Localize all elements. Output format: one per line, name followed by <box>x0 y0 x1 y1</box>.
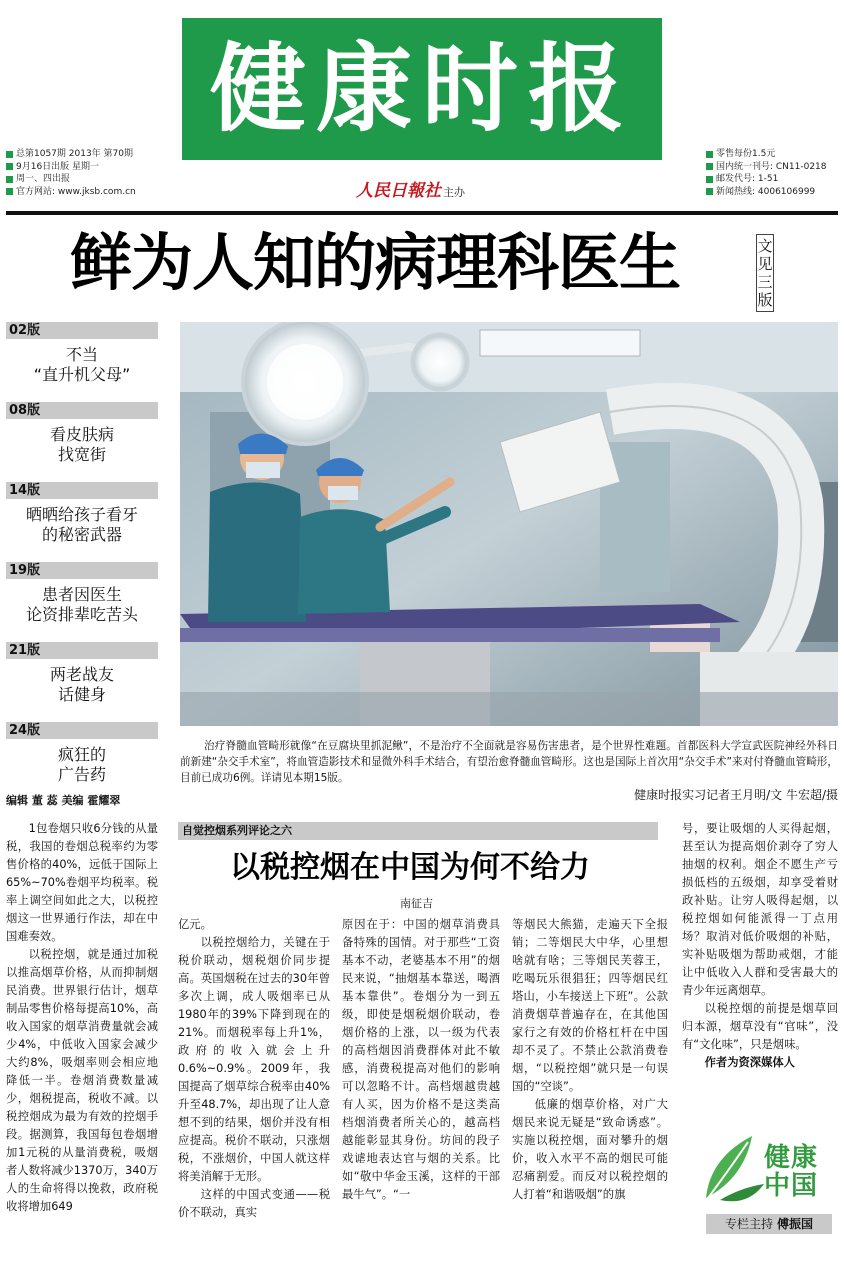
index-item[interactable] <box>6 322 158 402</box>
masthead-divider <box>6 211 838 215</box>
article-paragraph: 以税控烟给力，关键在于税价联动，烟税烟价同步提高。英国烟税在过去的30年曾多次上调，成人吸烟率已从1980年的39%下降到现在的21%。而烟税率每上升1%，政府的收入就会上升0.6%~0.9%。2009年，我国提高了烟草综合税率由40%升至48.7%，却出现了让人意想不到的结果，烟价并没有相应提高。税价不联动，只涨烟税，不涨烟价，中国人就这样将美消解于无形。 <box>178 936 330 1183</box>
healthy-china-logo <box>700 1118 840 1208</box>
article-paragraph: 低廉的烟草价格，对广大烟民来说无疑是“致命诱惑”。实施以税控烟，面对攀升的烟价，收入水平不高的烟民可能忍痛割爱。而反对以税控烟的人打着“和谐吸烟”的旗 <box>512 1098 668 1201</box>
index-page-number: 08版 <box>6 402 158 419</box>
main-headline: 鲜为人知的病理科医生 <box>70 226 681 299</box>
series-label: 自觉控烟系列评论之六 <box>178 822 658 840</box>
column-host <box>706 1214 832 1234</box>
article-paragraph: 亿元。 <box>178 918 212 931</box>
index-item[interactable] <box>6 482 158 562</box>
postal-code: 邮发代号: 1-51 <box>716 174 779 184</box>
index-item[interactable] <box>6 402 158 482</box>
column-host-label: 专栏主持 <box>724 1217 773 1231</box>
index-page-number: 21版 <box>6 642 158 659</box>
article-column <box>512 916 668 1250</box>
index-title-line: 两老战友 <box>49 665 114 684</box>
article-column <box>178 916 330 1250</box>
operating-room-photo <box>180 322 838 726</box>
index-page-number: 02版 <box>6 322 158 339</box>
publisher <box>356 176 465 201</box>
publisher-role: 主办 <box>443 186 465 199</box>
issue-info <box>6 148 136 198</box>
headline-page-ref: 文见三版 <box>756 234 774 312</box>
index-title-line: 论资排辈吃苦头 <box>25 605 138 624</box>
article-paragraph: 号，要让吸烟的人买得起烟，甚至认为提高烟价剥夺了穷人抽烟的权利。烟企不愿生产亏损低档的五级烟，却享受着财政补贴。让穷人吸得起烟，以税控烟如何能派得一丁点用场？取消对低价吸烟的补贴，实补贴吸烟为帮助戒烟，才能让中低收入人群和受害最大的青少年远离烟草。 <box>682 822 838 997</box>
article-lead-column <box>6 820 158 1216</box>
retail-price: 零售每份1.5元 <box>716 149 776 159</box>
author-byline: 作者为资深媒体人 <box>704 1056 795 1069</box>
article-paragraph: 以税控烟，就是通过加税以推高烟草价格，从而抑制烟民消费。世界银行估计，烟草制品零售价格每提高10%，高收入国家的烟草消费量就会减少4%，中低收入国家会减少大约8%，吸烟率则会相应地降低一半。卷烟消费数量减少，烟税提高，税收不减。以税控烟成为最为有效的控烟手段。据测算，我国每包卷烟增加1元税的从量消费税，吸烟者人数将减少1370万，340万人的生命将得以挽救，政府税收将增加649 <box>6 948 158 1213</box>
official-website: 官方网站: www.jksb.com.cn <box>16 186 136 197</box>
article-column <box>342 916 500 1250</box>
issue-date: 9月16日出版 星期一 <box>16 161 100 172</box>
logo-text: 中国 <box>764 1171 819 1201</box>
article-paragraph: 1包卷烟只收6分钱的从量税，我国的卷烟总税率约为零售价格的40%，远低于国际上65%~70%卷烟平均税率。税率上调空间如此之大，以税控烟这一世界通行作法，却在中国难奏效。 <box>6 822 158 943</box>
index-title-line: 不当 <box>65 345 98 364</box>
article-column <box>682 820 838 1116</box>
news-hotline: 新闻热线: 4006106999 <box>716 186 816 197</box>
index-title-line: 看皮肤病 <box>49 425 114 444</box>
serial-number: 国内统一刊号: CN11-0218 <box>716 161 827 172</box>
index-page-number: 19版 <box>6 562 158 579</box>
index-title-line: 的秘密武器 <box>41 525 122 544</box>
article-paragraph: 原因在于：中国的烟草消费具备特殊的国情。对于那些“工资基本不动，老婆基本不用”的烟民来说，“抽烟基本靠送，喝酒基本靠供”。卷烟分为一到五级，即使是烟税烟价联动，卷烟价格的上涨，以一级为代表的高档烟因消费群体对此不敏感，消费税提高对他们的影响可以忽略不计。高档烟越贵越有人买，因为价格不是这类高档烟消费者所关心的，越高档越能彰显其身份。坊间的段子戏谑地表达官与烟的关系。比如“敬中华金玉溪，这样的干部最牛气”。“一 <box>342 918 500 1201</box>
issue-schedule: 周一、四出报 <box>16 174 71 184</box>
index-title-line: 疯狂的 <box>57 745 106 764</box>
index-item[interactable] <box>6 562 158 642</box>
article-title: 以税控烟在中国为何不给力 <box>230 850 590 885</box>
price-info <box>706 148 827 198</box>
masthead-title: 健康时报 <box>210 32 634 145</box>
issue-number: 总第1057期 2013年 第70期 <box>16 149 133 159</box>
photo-caption: 治疗脊髓血管畸形就像“在豆腐块里抓泥鳅”，不是治疗不全面就是容易伤害患者，是个世界性难题。首都医科大学宣武医院神经外科日前新建“杂交手术室”，将血管造影技术和显微外科手术结合，有望治愈脊髓血管畸形。这也是国际上首次用“杂交手术”来对付脊髓血管畸形，目前已成功6例。详请见本期15版。 <box>180 740 838 784</box>
article-author: 南征吉 <box>400 897 433 910</box>
index-title-line: 广告药 <box>57 765 106 784</box>
publisher-logo: 人民日報社 <box>356 181 441 201</box>
editor-credits: 编辑 董 蕊 美编 霍耀翠 <box>6 794 121 807</box>
index-item[interactable] <box>6 642 158 722</box>
index-title-line: “直升机父母” <box>33 365 131 384</box>
logo-text: 健康 <box>764 1143 819 1173</box>
photo-credit: 健康时报实习记者王月明/文 牛宏超/摄 <box>634 788 838 802</box>
index-page-number: 24版 <box>6 722 158 739</box>
article-paragraph: 以税控烟的前提是烟草回归本源，烟草没有“官味”，没有“文化味”，只是烟味。 <box>682 1002 838 1051</box>
index-title-line: 找宽街 <box>57 445 106 464</box>
article-paragraph: 等烟民大熊猫，走遍天下全报销；二等烟民大中华，心里想啥就有啥；三等烟民芙蓉王，吃喝玩乐很猖狂；四等烟民红塔山，小车接送上下班”。公款消费烟草普遍存在，在其他国家行之有效的价格杠杆在中国却不灵了。不禁止公款消费卷烟，“以税控烟”就只是一句误国的“空谈”。 <box>512 918 668 1093</box>
index-title-line: 话健身 <box>57 685 106 704</box>
index-item[interactable] <box>6 722 158 802</box>
index-title-line: 晒晒给孩子看牙 <box>25 505 138 524</box>
index-page-number: 14版 <box>6 482 158 499</box>
column-host-name: 傅振国 <box>777 1217 814 1231</box>
leaf-icon <box>700 1118 770 1208</box>
article-paragraph: 这样的中国式变通——税价不联动，真实 <box>178 1188 330 1219</box>
index-title-line: 患者因医生 <box>41 585 122 604</box>
page-index <box>6 322 158 802</box>
masthead-banner <box>182 18 662 160</box>
